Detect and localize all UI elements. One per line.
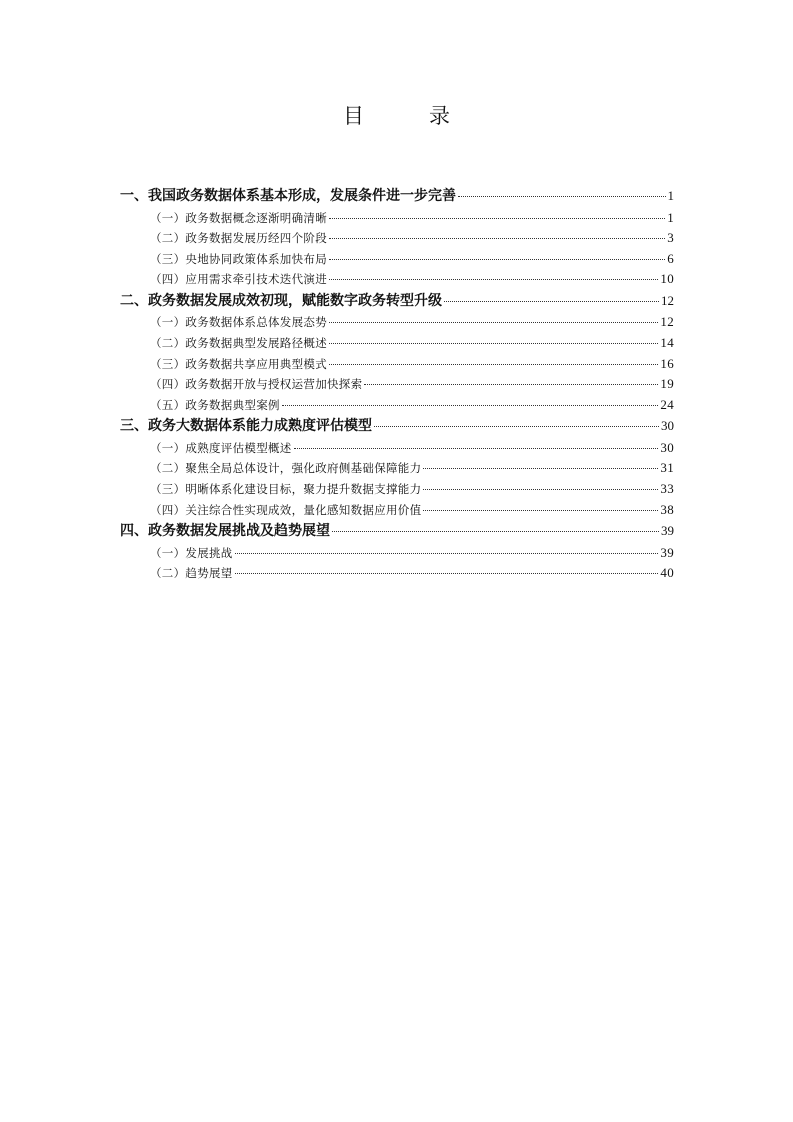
toc-page-number: 14 <box>660 334 674 350</box>
toc-page-number: 16 <box>660 355 674 371</box>
toc-page-number: 39 <box>660 544 674 560</box>
toc-entry-label: （四）政务数据开放与授权运营加快探索 <box>150 377 363 392</box>
toc-subsection-3-4[interactable] <box>120 500 674 521</box>
toc-page-number: 6 <box>667 250 674 266</box>
toc-entry-label: 一、我国政务数据体系基本形成，发展条件进一步完善 <box>120 188 456 204</box>
toc-dot-leader <box>332 531 659 532</box>
toc-dot-leader <box>294 448 659 449</box>
toc-dot-leader <box>423 468 658 469</box>
toc-subsection-1-4[interactable] <box>120 269 674 290</box>
toc-subsection-3-1[interactable] <box>120 438 674 459</box>
toc-dot-leader <box>329 343 658 344</box>
toc-subsection-3-3[interactable] <box>120 479 674 500</box>
toc-dot-leader <box>329 218 665 219</box>
toc-entry-label: （三）政务数据共享应用典型模式 <box>150 356 327 371</box>
toc-dot-leader <box>329 364 658 365</box>
page-title: 目 录 <box>343 104 472 128</box>
toc-dot-leader <box>444 301 659 302</box>
toc-page-number: 38 <box>660 501 674 517</box>
toc-subsection-2-2[interactable] <box>120 333 674 354</box>
toc-entry-label: （二）政务数据典型发展路径概述 <box>150 335 327 350</box>
toc-dot-leader <box>374 426 659 427</box>
toc-entry-label: （一）政务数据概念逐渐明确清晰 <box>150 210 327 225</box>
toc-page-number: 12 <box>661 292 674 308</box>
toc-dot-leader <box>282 405 659 406</box>
toc-page-number: 24 <box>660 396 674 412</box>
toc-dot-leader <box>364 384 658 385</box>
toc-subsection-4-1[interactable] <box>120 543 674 564</box>
toc-page-number: 10 <box>660 271 674 287</box>
toc-subsection-3-2[interactable] <box>120 458 674 479</box>
toc-page-number: 31 <box>660 460 674 476</box>
toc-entry-label: （一）成熟度评估模型概述 <box>150 440 292 455</box>
toc-entry-label: （五）政务数据典型案例 <box>150 397 280 412</box>
toc-section-3[interactable] <box>120 415 674 438</box>
toc-subsection-4-2[interactable] <box>120 563 674 584</box>
toc-page-number: 1 <box>667 188 674 203</box>
toc-page-number: 19 <box>660 376 674 392</box>
toc-entry-label: （二）趋势展望 <box>150 566 233 581</box>
toc-page-number: 40 <box>660 565 674 581</box>
toc-subsection-2-1[interactable] <box>120 312 674 333</box>
toc-entry-label: 四、政务数据发展挑战及趋势展望 <box>120 523 330 540</box>
toc-dot-leader <box>329 322 658 323</box>
toc-page-number: 12 <box>660 314 674 330</box>
toc-dot-leader <box>423 510 658 511</box>
toc-entry-label: （一）发展挑战 <box>150 545 233 560</box>
toc-section-1[interactable] <box>120 185 674 208</box>
toc-page-number: 30 <box>661 418 674 434</box>
table-of-contents <box>120 185 674 584</box>
toc-page-number: 39 <box>661 523 674 539</box>
toc-page-number: 1 <box>667 209 674 225</box>
toc-page-number: 33 <box>660 481 674 497</box>
toc-entry-label: （二）聚焦全局总体设计，强化政府侧基础保障能力 <box>150 461 422 476</box>
toc-page-number: 3 <box>667 230 674 246</box>
toc-dot-leader <box>329 259 665 260</box>
toc-subsection-2-3[interactable] <box>120 354 674 375</box>
toc-section-2[interactable] <box>120 290 674 313</box>
toc-entry-label: （三）央地协同政策体系加快布局 <box>150 251 327 266</box>
toc-subsection-1-3[interactable] <box>120 249 674 270</box>
toc-entry-label: 三、政务大数据体系能力成熟度评估模型 <box>120 418 372 435</box>
toc-dot-leader <box>458 196 666 197</box>
toc-dot-leader <box>235 573 659 574</box>
toc-entry-label: （四）应用需求牵引技术迭代演进 <box>150 272 327 287</box>
toc-dot-leader <box>329 238 665 239</box>
toc-dot-leader <box>235 553 659 554</box>
toc-section-4[interactable] <box>120 520 674 543</box>
toc-page-number: 30 <box>660 439 674 455</box>
toc-subsection-2-5[interactable] <box>120 395 674 416</box>
toc-entry-label: （一）政务数据体系总体发展态势 <box>150 315 327 330</box>
toc-entry-label: （四）关注综合性实现成效，量化感知数据应用价值 <box>150 502 422 517</box>
toc-dot-leader <box>329 279 658 280</box>
toc-entry-label: （二）政务数据发展历经四个阶段 <box>150 231 327 246</box>
toc-subsection-1-1[interactable] <box>120 208 674 229</box>
toc-entry-label: （三）明晰体系化建设目标，聚力提升数据支撑能力 <box>150 482 422 497</box>
toc-dot-leader <box>423 489 658 490</box>
toc-subsection-1-2[interactable] <box>120 228 674 249</box>
toc-entry-label: 二、政务数据发展成效初现，赋能数字政务转型升级 <box>120 292 442 309</box>
toc-subsection-2-4[interactable] <box>120 374 674 395</box>
